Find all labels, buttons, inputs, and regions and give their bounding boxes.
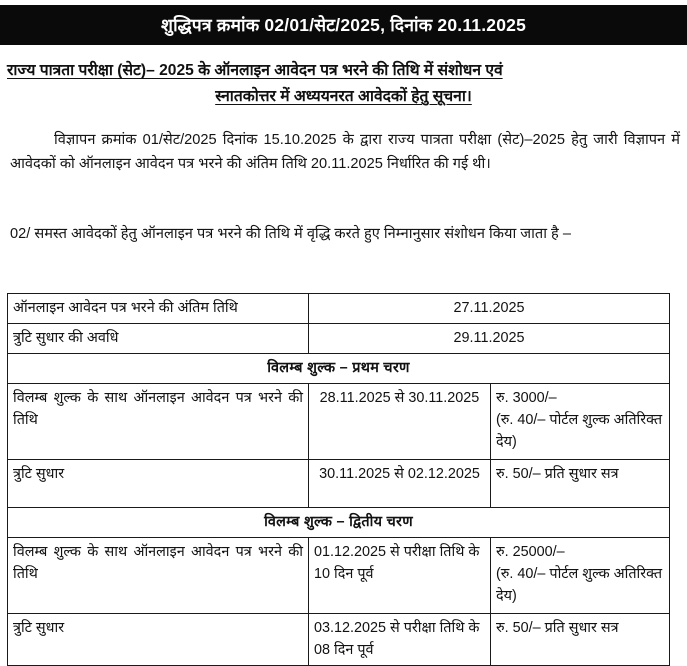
row-label-phase1-correction: त्रुटि सुधार: [8, 460, 309, 508]
fee-note-phase2-application: (रु. 40/– पोर्टल शुल्क अतिरिक्त देय): [496, 566, 663, 604]
row-period-phase2-application: 01.12.2025 से परीक्षा तिथि के 10 दिन पूर्व: [309, 538, 491, 614]
notice-subtitle-line-1: राज्य पात्रता परीक्षा (सेट)– 2025 के ऑनलाइन आवेदन पत्र भरने की तिथि में संशोधन एवं: [7, 62, 503, 79]
table-section-header-row: [8, 508, 670, 538]
row-period-phase2-correction: 03.12.2025 से परीक्षा तिथि के 08 दिन पूर्व: [309, 614, 491, 666]
fee-note-phase1-application: (रु. 40/– पोर्टल शुल्क अतिरिक्त देय): [496, 412, 663, 450]
table-row: [8, 538, 670, 614]
row-label-last-date: ऑनलाइन आवेदन पत्र भरने की अंतिम तिथि: [8, 294, 309, 324]
notice-subtitle: [6, 58, 681, 110]
row-fee-phase1-application: [491, 384, 670, 460]
table-row: [8, 384, 670, 460]
row-label-phase1-application: विलम्ब शुल्क के साथ ऑनलाइन आवेदन पत्र भरने की तिथि: [8, 384, 309, 460]
row-value-correction-period: 29.11.2025: [309, 324, 670, 354]
fee-amount-phase1-application: रु. 3000/–: [496, 390, 557, 406]
notice-header-banner: [0, 5, 687, 45]
table-row: [8, 294, 670, 324]
row-fee-phase2-application: [491, 538, 670, 614]
row-fee-phase1-correction: रु. 50/– प्रति सुधार सत्र: [491, 460, 670, 508]
section-header-late-fee-phase-1: विलम्ब शुल्क – प्रथम चरण: [8, 354, 670, 384]
row-label-correction-period: त्रुटि सुधार की अवधि: [8, 324, 309, 354]
section-header-late-fee-phase-2: विलम्ब शुल्क – द्वितीय चरण: [8, 508, 670, 538]
notice-header-title: शुद्धिपत्र क्रमांक 02/01/सेट/2025, दिनांक 20.11.2025: [160, 15, 527, 35]
row-fee-phase2-correction: रु. 50/– प्रति सुधार सत्र: [491, 614, 670, 666]
notice-subtitle-line-2: स्नातकोत्तर में अध्ययनरत आवेदकों हेतु सूचना।: [215, 88, 472, 105]
notice-paragraph-1: विज्ञापन क्रमांक 01/सेट/2025 दिनांक 15.10.2025 के द्वारा राज्य पात्रता परीक्षा (सेट)–2025 हेतु जारी विज्ञापन में आवेदकों को ऑनलाइन आवेदन पत्र भरने की अंतिम तिथि 20.11.2025 निर्धारित की गई थी।: [10, 132, 680, 172]
row-label-phase2-correction: त्रुटि सुधार: [8, 614, 309, 666]
table-row: [8, 324, 670, 354]
table-row: [8, 460, 670, 508]
fee-amount-phase2-application: रु. 25000/–: [496, 544, 565, 560]
row-label-phase2-application: विलम्ब शुल्क के साथ ऑनलाइन आवेदन पत्र भरने की तिथि: [8, 538, 309, 614]
notice-paragraph-2: 02/ समस्त आवेदकों हेतु ऑनलाइन पत्र भरने की तिथि में वृद्धि करते हुए निम्नानुसार संशोधन किया जाता है –: [10, 226, 571, 242]
row-value-last-date: 27.11.2025: [309, 294, 670, 324]
row-period-phase1-correction: 30.11.2025 से 02.12.2025: [309, 460, 491, 508]
schedule-table-body: [8, 294, 670, 666]
revised-schedule-table: [7, 293, 670, 666]
table-row: [8, 614, 670, 666]
table-section-header-row: [8, 354, 670, 384]
row-period-phase1-application: 28.11.2025 से 30.11.2025: [309, 384, 491, 460]
